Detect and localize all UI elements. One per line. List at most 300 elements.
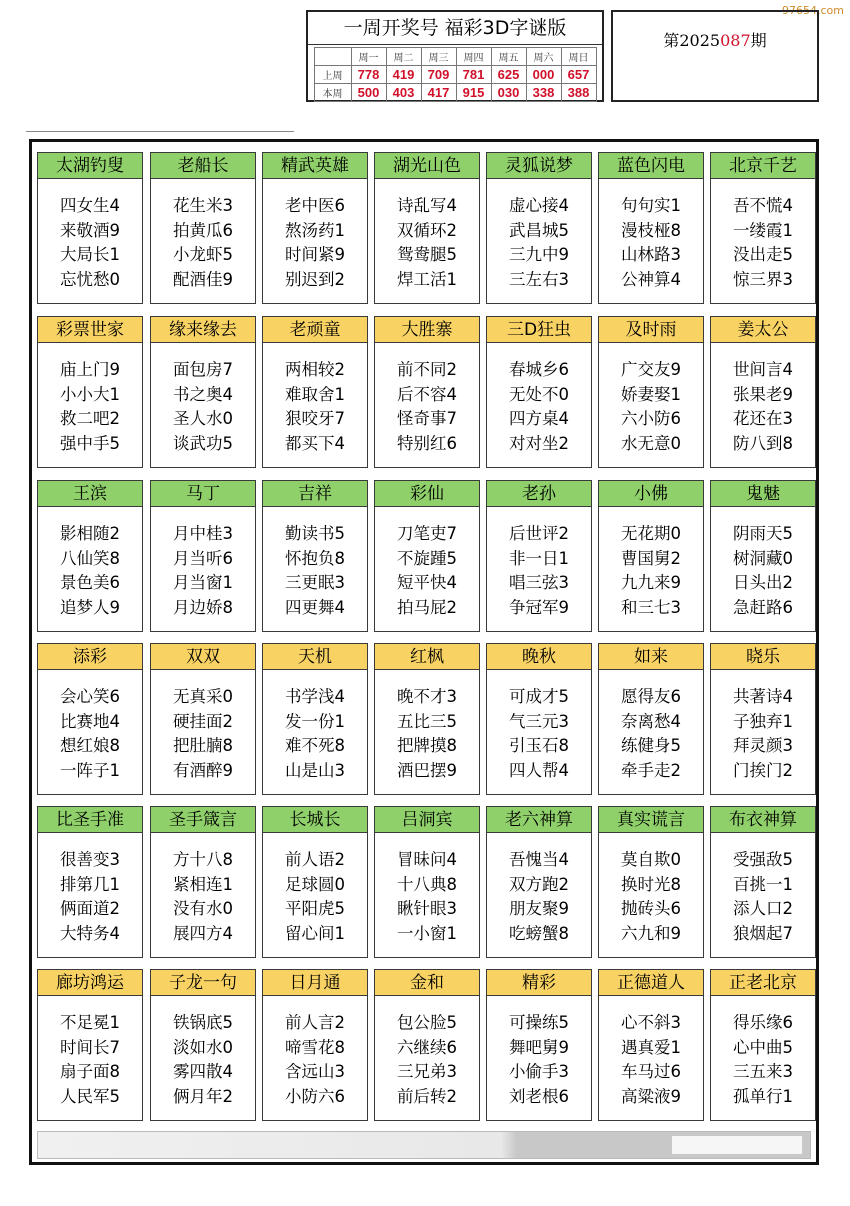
riddle-line: 诗乱写4: [397, 196, 457, 215]
riddle-card-title: 彩仙: [374, 480, 480, 507]
riddle-line: 刀笔吏7: [397, 524, 457, 543]
riddle-line: 追梦人9: [60, 597, 120, 617]
riddle-card-title: 添彩: [37, 643, 143, 670]
riddle-line: 晚不才3: [397, 687, 457, 706]
riddle-card-body: [486, 507, 592, 632]
riddle-line: 三兄弟3: [397, 1062, 457, 1081]
riddle-line: 怪奇事7: [397, 409, 457, 428]
riddle-line: 来敬酒9: [60, 220, 120, 240]
riddle-card-title: 长城长: [262, 806, 368, 833]
riddle-card: [262, 480, 368, 632]
riddle-card: [486, 316, 592, 468]
riddle-line: 前后转2: [397, 1086, 457, 1106]
riddle-card-body: [262, 670, 368, 795]
riddle-line: 春城乡6: [509, 360, 569, 379]
riddle-line: 人民军5: [60, 1086, 120, 1106]
riddle-line: 大特务4: [60, 923, 120, 943]
riddle-line: 谈武功5: [173, 433, 233, 453]
draw-number: 625: [491, 66, 526, 84]
riddle-line: 救二吧2: [60, 409, 120, 428]
riddle-card: [37, 316, 143, 468]
riddle-line: 把牌摸8: [397, 736, 457, 755]
riddle-line: 别迟到2: [285, 269, 345, 289]
riddle-line: 书之奥4: [173, 384, 233, 404]
riddle-card-title: 湖光山色: [374, 152, 480, 179]
riddle-card: [486, 152, 592, 304]
riddle-line: 三五来3: [733, 1062, 793, 1081]
riddle-line: 会心笑6: [60, 687, 120, 706]
riddle-card-body: [262, 507, 368, 632]
riddle-card-title: 吕洞宾: [374, 806, 480, 833]
riddle-line: 四更舞4: [285, 597, 345, 617]
riddle-card-body: [262, 179, 368, 304]
riddle-card: [150, 152, 256, 304]
riddle-line: 酒巴摆9: [397, 760, 457, 780]
riddle-line: 小偷手3: [509, 1062, 569, 1081]
riddle-line: 老中医6: [285, 196, 345, 215]
riddle-line: 紧相连1: [173, 874, 233, 894]
riddle-line: 啼雪花8: [285, 1037, 345, 1057]
draw-number: 417: [421, 84, 456, 102]
riddle-card-title: 正老北京: [710, 969, 816, 996]
riddle-card-body: [598, 996, 704, 1121]
riddle-line: 广交友9: [621, 360, 681, 379]
riddle-card-body: [598, 670, 704, 795]
riddle-line: 五比三5: [397, 711, 457, 731]
riddle-card: [262, 152, 368, 304]
riddle-card-body: [374, 179, 480, 304]
riddle-card-title: 王滨: [37, 480, 143, 507]
riddle-line: 狠咬牙7: [285, 409, 345, 428]
riddle-line: 漫枝桠8: [621, 220, 681, 240]
riddle-line: 门挨门2: [733, 760, 793, 780]
riddle-line: 含远山3: [285, 1062, 345, 1081]
riddle-line: 影相随2: [60, 524, 120, 543]
riddle-line: 足球圆0: [285, 874, 345, 894]
riddle-line: 无处不0: [509, 384, 569, 404]
riddle-card-body: [486, 343, 592, 468]
riddle-line: 双循环2: [397, 220, 457, 240]
riddle-line: 武昌城5: [509, 220, 569, 240]
riddle-card-title: 天机: [262, 643, 368, 670]
footer-box: [672, 1136, 802, 1154]
riddle-card: [598, 316, 704, 468]
riddle-line: 都买下4: [285, 433, 345, 453]
riddle-line: 四女生4: [60, 196, 120, 215]
riddle-line: 后世评2: [509, 524, 569, 543]
riddle-line: 急赶路6: [733, 597, 793, 617]
riddle-line: 公神算4: [621, 269, 681, 289]
riddle-card-body: [598, 343, 704, 468]
riddle-card-title: 正德道人: [598, 969, 704, 996]
riddle-line: 不旋踵5: [397, 548, 457, 568]
riddle-card-title: 金和: [374, 969, 480, 996]
riddle-card-body: [598, 507, 704, 632]
riddle-line: 没出走5: [733, 245, 793, 264]
riddle-line: 月当窗1: [173, 573, 233, 592]
riddle-card-body: [486, 670, 592, 795]
riddle-card-body: [150, 179, 256, 304]
riddle-card-title: 精武英雄: [262, 152, 368, 179]
footer-bar: [37, 1131, 811, 1159]
riddle-line: 阴雨天5: [733, 524, 793, 543]
riddle-card-body: [150, 833, 256, 958]
riddle-line: 俩面道2: [60, 899, 120, 918]
riddle-card: [37, 969, 143, 1121]
riddle-line: 熬汤药1: [285, 220, 345, 240]
riddle-card-title: 小佛: [598, 480, 704, 507]
riddle-card-body: [710, 670, 816, 795]
riddle-card: [710, 806, 816, 958]
riddle-line: 硬挂面2: [173, 711, 233, 731]
riddle-card: [598, 969, 704, 1121]
riddle-card-title: 老顽童: [262, 316, 368, 343]
corner-cell: [314, 48, 351, 66]
riddle-line: 比赛地4: [60, 711, 120, 731]
riddle-line: 大局长1: [60, 245, 120, 264]
riddle-line: 圣人水0: [173, 409, 233, 428]
riddle-card-body: [150, 343, 256, 468]
riddle-line: 树洞藏0: [733, 548, 793, 568]
draw-number: 338: [526, 84, 561, 102]
riddle-line: 冒昧问4: [397, 850, 457, 869]
riddle-line: 拍黄瓜6: [173, 220, 233, 240]
riddle-line: 配酒佳9: [173, 269, 233, 289]
riddle-card: [486, 643, 592, 795]
riddle-card-title: 比圣手准: [37, 806, 143, 833]
riddle-line: 留心间1: [285, 923, 345, 943]
days-row: [314, 48, 596, 66]
riddle-line: 想红娘8: [60, 736, 120, 755]
riddle-line: 子独弃1: [733, 711, 793, 731]
riddle-card-title: 北京千艺: [710, 152, 816, 179]
riddle-line: 六九和9: [621, 923, 681, 943]
riddle-line: 得乐缘6: [733, 1013, 793, 1032]
riddle-line: 山林路3: [621, 245, 681, 264]
day-label: 周六: [526, 48, 561, 66]
riddle-card: [150, 643, 256, 795]
riddle-line: 和三七3: [621, 597, 681, 617]
riddle-line: 三更眠3: [285, 573, 345, 592]
riddle-card-body: [710, 179, 816, 304]
riddle-line: 引玉石8: [509, 736, 569, 755]
riddle-card: [710, 316, 816, 468]
row-label: 本周: [314, 84, 351, 102]
riddle-line: 惊三界3: [733, 269, 793, 289]
riddle-line: 有酒醉9: [173, 760, 233, 780]
riddle-card: [374, 316, 480, 468]
riddle-line: 一缕霞1: [733, 220, 793, 240]
riddle-line: 月中桂3: [173, 524, 233, 543]
riddle-card: [598, 152, 704, 304]
issue-prefix: 第2025: [663, 31, 721, 50]
riddle-card: [262, 969, 368, 1121]
riddle-line: 朋友聚9: [509, 899, 569, 918]
day-label: 周五: [491, 48, 526, 66]
riddle-card: [262, 316, 368, 468]
riddle-card: [486, 806, 592, 958]
draw-number: 778: [351, 66, 386, 84]
riddle-line: 后不容4: [397, 384, 457, 404]
riddle-line: 时间长7: [60, 1037, 120, 1057]
riddle-line: 共著诗4: [733, 687, 793, 706]
riddle-line: 六小防6: [621, 409, 681, 428]
riddle-card: [710, 643, 816, 795]
riddle-line: 练健身5: [621, 736, 681, 755]
riddle-line: 张果老9: [733, 384, 793, 404]
riddle-card-title: 真实谎言: [598, 806, 704, 833]
riddle-line: 愿得友6: [621, 687, 681, 706]
riddle-card-body: [710, 343, 816, 468]
riddle-line: 牵手走2: [621, 760, 681, 780]
riddle-line: 奈离愁4: [621, 711, 681, 731]
riddle-line: 两相较2: [285, 360, 345, 379]
riddle-line: 小龙虾5: [173, 245, 233, 264]
riddle-line: 添人口2: [733, 899, 793, 918]
riddle-card: [374, 969, 480, 1121]
riddle-card: [710, 969, 816, 1121]
riddle-line: 吾不慌4: [733, 196, 793, 215]
riddle-line: 三左右3: [509, 269, 569, 289]
riddle-card-title: 双双: [150, 643, 256, 670]
riddle-line: 时间紧9: [285, 245, 345, 264]
divider-line: [26, 131, 294, 132]
riddle-card-title: 老船长: [150, 152, 256, 179]
riddle-line: 水无意0: [621, 433, 681, 453]
riddle-line: 十八典8: [397, 874, 457, 894]
riddle-card-title: 圣手箴言: [150, 806, 256, 833]
riddle-card-body: [486, 996, 592, 1121]
riddle-line: 方十八8: [173, 850, 233, 869]
riddle-line: 气三元3: [509, 711, 569, 731]
riddle-card-title: 红枫: [374, 643, 480, 670]
riddle-card-title: 日月通: [262, 969, 368, 996]
draw-number: 709: [421, 66, 456, 84]
draw-number: 000: [526, 66, 561, 84]
riddle-line: 三九中9: [509, 245, 569, 264]
riddle-line: 平阳虎5: [285, 899, 345, 918]
riddle-line: 难不死8: [285, 736, 345, 755]
riddle-card-body: [262, 833, 368, 958]
riddle-line: 遇真爱1: [621, 1037, 681, 1057]
riddle-line: 前不同2: [397, 360, 457, 379]
riddle-line: 铁锅底5: [173, 1013, 233, 1032]
riddle-line: 四方桌4: [509, 409, 569, 428]
riddle-line: 抛砖头6: [621, 899, 681, 918]
draw-number: 781: [456, 66, 491, 84]
riddle-line: 难取舍1: [285, 384, 345, 404]
riddle-card-body: [37, 833, 143, 958]
riddle-card-body: [374, 670, 480, 795]
riddle-card-title: 晚秋: [486, 643, 592, 670]
riddle-line: 可操练5: [509, 1013, 569, 1032]
riddle-card: [374, 643, 480, 795]
riddle-card: [374, 806, 480, 958]
riddle-line: 花生米3: [173, 196, 233, 215]
riddle-card-title: 鬼魅: [710, 480, 816, 507]
riddle-line: 雾四散4: [173, 1062, 233, 1081]
riddle-card-body: [598, 833, 704, 958]
riddle-line: 庙上门9: [60, 360, 120, 379]
panel-title: 一周开奖号 福彩3D字谜版: [308, 12, 602, 45]
riddle-line: 可成才5: [509, 687, 569, 706]
riddle-line: 特别红6: [397, 433, 457, 453]
draw-number: 657: [561, 66, 596, 84]
riddle-line: 月当听6: [173, 548, 233, 568]
riddle-card-title: 精彩: [486, 969, 592, 996]
riddle-card-body: [37, 507, 143, 632]
riddle-line: 短平快4: [397, 573, 457, 592]
riddle-card: [37, 152, 143, 304]
riddle-line: 句句实1: [621, 196, 681, 215]
riddle-line: 包公脸5: [397, 1013, 457, 1032]
riddle-line: 百挑一1: [733, 874, 793, 894]
watermark: 97654.com: [782, 4, 844, 17]
draw-number: 419: [386, 66, 421, 84]
riddle-card: [710, 152, 816, 304]
riddle-line: 展四方4: [173, 923, 233, 943]
riddle-line: 前人言2: [285, 1013, 345, 1032]
riddle-card-body: [374, 507, 480, 632]
issue-suffix: 期: [750, 31, 767, 50]
riddle-card: [37, 643, 143, 795]
riddle-card: [374, 480, 480, 632]
riddle-line: 吾愧当4: [509, 850, 569, 869]
riddle-line: 面包房7: [173, 360, 233, 379]
riddle-line: 淡如水0: [173, 1037, 233, 1057]
riddle-card-body: [710, 507, 816, 632]
riddle-line: 鸳鸯腿5: [397, 245, 457, 264]
riddle-line: 世间言4: [733, 360, 793, 379]
riddle-line: 拍马屁2: [397, 597, 457, 617]
riddle-line: 书学浅4: [285, 687, 345, 706]
riddle-card-body: [374, 833, 480, 958]
riddle-line: 很善变3: [60, 850, 120, 869]
riddle-line: 九九来9: [621, 573, 681, 592]
riddle-line: 没有水0: [173, 899, 233, 918]
riddle-line: 排第几1: [60, 874, 120, 894]
riddle-card: [150, 316, 256, 468]
riddle-line: 忘忧愁0: [60, 269, 120, 289]
riddle-card-title: 太湖钓叟: [37, 152, 143, 179]
riddle-line: 四人帮4: [509, 760, 569, 780]
riddle-card-title: 及时雨: [598, 316, 704, 343]
riddle-card-title: 灵狐说梦: [486, 152, 592, 179]
riddle-line: 不足冕1: [60, 1013, 120, 1032]
riddle-card: [262, 643, 368, 795]
riddle-line: 日头出2: [733, 573, 793, 592]
riddle-card-body: [710, 996, 816, 1121]
day-label: 周四: [456, 48, 491, 66]
riddle-card-body: [710, 833, 816, 958]
riddle-line: 瞅针眼3: [397, 899, 457, 918]
riddle-card-title: 大胜寨: [374, 316, 480, 343]
riddle-line: 前人语2: [285, 850, 345, 869]
day-label: 周一: [351, 48, 386, 66]
riddle-card-title: 老六神算: [486, 806, 592, 833]
draw-number: 403: [386, 84, 421, 102]
riddle-line: 车马过6: [621, 1062, 681, 1081]
riddle-line: 一阵子1: [60, 760, 120, 780]
riddle-card-body: [150, 996, 256, 1121]
riddle-card-title: 缘来缘去: [150, 316, 256, 343]
riddle-card-body: [486, 833, 592, 958]
riddle-card: [710, 480, 816, 632]
riddle-line: 拜灵颜3: [733, 736, 793, 755]
riddle-line: 孤单行1: [733, 1086, 793, 1106]
last-week-row: [314, 66, 596, 84]
riddle-card-title: 布衣神算: [710, 806, 816, 833]
riddle-line: 小防六6: [285, 1086, 345, 1106]
riddle-card-body: [262, 996, 368, 1121]
riddle-line: 双方跑2: [509, 874, 569, 894]
riddle-card: [598, 643, 704, 795]
riddle-line: 六继续6: [397, 1037, 457, 1057]
riddle-card-title: 马丁: [150, 480, 256, 507]
riddle-card-title: 蓝色闪电: [598, 152, 704, 179]
riddle-card: [150, 969, 256, 1121]
riddle-card: [37, 806, 143, 958]
this-week-row: [314, 84, 596, 102]
riddle-line: 花还在3: [733, 409, 793, 428]
riddle-card: [486, 480, 592, 632]
riddle-card-body: [37, 996, 143, 1121]
riddle-card-body: [150, 507, 256, 632]
draw-number: 388: [561, 84, 596, 102]
riddle-line: 扇子面8: [60, 1062, 120, 1081]
riddle-card-body: [37, 670, 143, 795]
riddle-card: [598, 806, 704, 958]
riddle-line: 八仙笑8: [60, 548, 120, 568]
riddle-line: 心不斜3: [621, 1013, 681, 1032]
riddle-card-body: [37, 179, 143, 304]
riddle-line: 虚心接4: [509, 196, 569, 215]
riddle-card-body: [598, 179, 704, 304]
riddle-card: [150, 806, 256, 958]
riddle-line: 山是山3: [285, 760, 345, 780]
riddle-line: 怀抱负8: [285, 548, 345, 568]
riddle-card-title: 晓乐: [710, 643, 816, 670]
riddle-card: [150, 480, 256, 632]
riddle-card-title: 如来: [598, 643, 704, 670]
riddle-line: 对对坐2: [509, 433, 569, 453]
riddle-line: 景色美6: [60, 573, 120, 592]
riddle-line: 无真采0: [173, 687, 233, 706]
riddle-line: 换时光8: [621, 874, 681, 894]
riddle-card-title: 吉祥: [262, 480, 368, 507]
weekly-results-table: [314, 47, 597, 102]
riddle-card-body: [150, 670, 256, 795]
riddle-line: 娇妻娶1: [621, 384, 681, 404]
draw-number: 030: [491, 84, 526, 102]
riddle-card-body: [374, 343, 480, 468]
riddle-line: 一小窗1: [397, 923, 457, 943]
riddle-line: 受强敌5: [733, 850, 793, 869]
riddle-line: 把肚腩8: [173, 736, 233, 755]
riddle-card: [374, 152, 480, 304]
riddle-line: 唱三弦3: [509, 573, 569, 592]
riddle-card-title: 姜太公: [710, 316, 816, 343]
riddle-line: 防八到8: [733, 433, 793, 453]
riddle-card-body: [37, 343, 143, 468]
riddle-card: [598, 480, 704, 632]
riddle-line: 争冠军9: [509, 597, 569, 617]
riddle-line: 俩月年2: [173, 1086, 233, 1106]
day-label: 周日: [561, 48, 596, 66]
riddle-line: 舞吧舅9: [509, 1037, 569, 1057]
riddle-card-body: [262, 343, 368, 468]
weekly-results-panel: [306, 10, 604, 102]
